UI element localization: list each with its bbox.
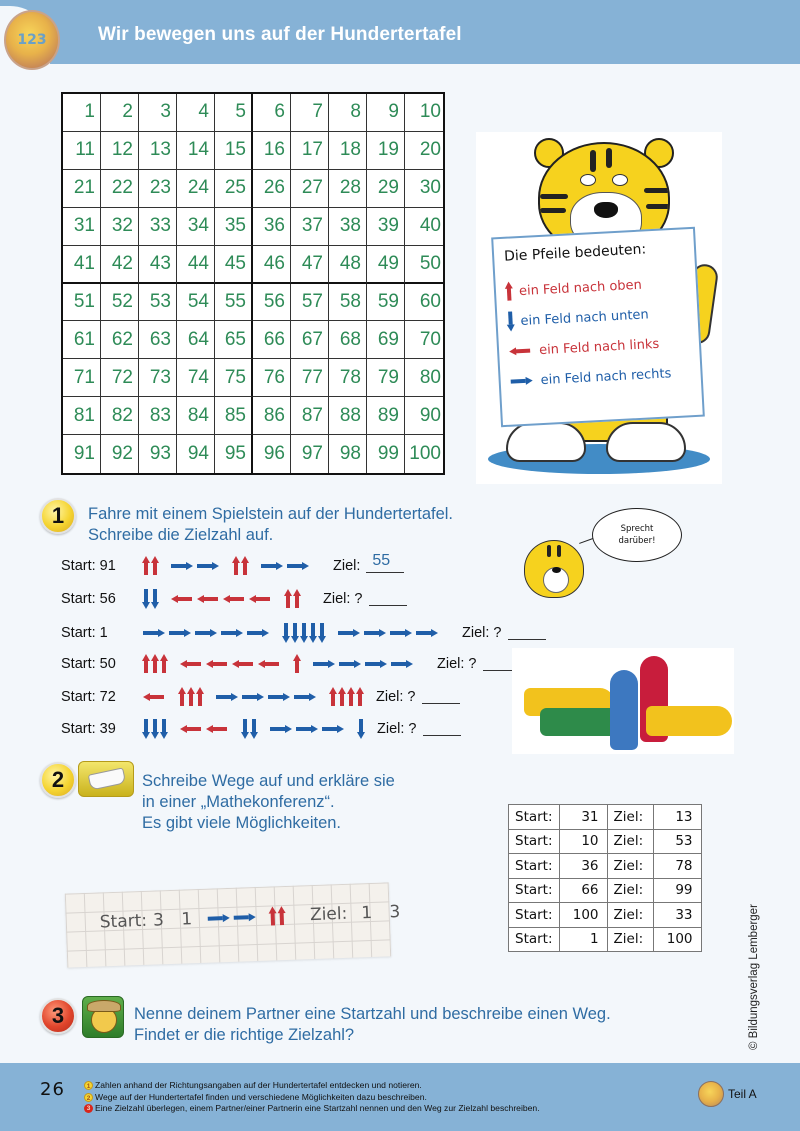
hundred-table-cell: 99: [367, 435, 405, 473]
hundred-table-cell: 23: [139, 170, 177, 208]
start-label: Start: 1: [61, 625, 108, 641]
hundred-table-cell: 44: [177, 246, 215, 284]
arrow-up-icon: [356, 687, 363, 707]
arrow-up-icon: [178, 687, 185, 707]
hundred-table-cell: 45: [215, 246, 253, 284]
ziel-label: Ziel:: [607, 927, 653, 952]
route-arrows: [141, 589, 301, 609]
example-graph-paper: [65, 882, 407, 967]
arrow-up-icon: [293, 654, 300, 674]
arrow-up-icon: [160, 654, 167, 674]
hundred-table-cell: 52: [101, 284, 139, 322]
yellow-piece-right: [646, 706, 732, 736]
hundred-table-cell: 2: [101, 94, 139, 132]
route-row: [61, 651, 521, 677]
yellow-number-dot-icon: 2: [84, 1093, 93, 1102]
hundred-table-cell: 34: [177, 208, 215, 246]
route-row: [61, 684, 460, 710]
hundred-table-cell: 64: [177, 321, 215, 359]
hundred-table-cell: 74: [177, 359, 215, 397]
hundred-table-cell: 40: [405, 208, 443, 246]
hundred-table-cell: 14: [177, 132, 215, 170]
arrow-right-icon: [197, 562, 219, 570]
table-row: [509, 829, 702, 854]
arrow-right-icon: [143, 629, 165, 637]
hundred-table-cell: 43: [139, 246, 177, 284]
start-label: Start:: [509, 878, 560, 903]
arrow-left-icon: [509, 347, 531, 356]
hundred-table-cell: 9: [367, 94, 405, 132]
arrow-left-icon: [258, 660, 280, 668]
start-value: 1: [559, 927, 607, 952]
arrow-left-icon: [249, 595, 271, 603]
task-2-line-1: Schreibe Wege auf und erkläre sie: [142, 772, 395, 790]
arrow-down-icon: [291, 623, 298, 643]
route-arrows: [141, 654, 415, 674]
start-value: 66: [559, 878, 607, 903]
arrow-right-icon: [221, 629, 243, 637]
hundred-table-cell: 7: [291, 94, 329, 132]
arrow-left-icon: [180, 725, 202, 733]
start-label: Start:: [509, 854, 560, 879]
teacher-note-3: [84, 1103, 540, 1115]
hundred-table-cell: 3: [139, 94, 177, 132]
task-1-instructions: [88, 504, 453, 546]
table-row: [509, 878, 702, 903]
arrow-right-icon: [268, 693, 290, 701]
hundred-table-cell: 38: [329, 208, 367, 246]
hundred-table-cell: 50: [405, 246, 443, 284]
hundred-table-cell: 77: [291, 359, 329, 397]
hundred-table-cell: 27: [291, 170, 329, 208]
task-1-line-1: Fahre mit einem Spielstein auf der Hundertertafel.: [88, 505, 454, 523]
ziel-value: 13: [653, 805, 701, 830]
ziel-value: 78: [653, 854, 701, 879]
hundred-table-cell: 17: [291, 132, 329, 170]
legend-sign: [491, 227, 705, 427]
hundred-table-cell: 37: [291, 208, 329, 246]
example-ziel-value: 1 3: [360, 901, 407, 924]
hundred-table-cell: 46: [253, 246, 291, 284]
hundred-table-cell: 91: [63, 435, 101, 473]
arrow-up-icon: [278, 906, 286, 926]
hundred-table-cell: 51: [63, 284, 101, 322]
hundred-table-cell: 62: [101, 321, 139, 359]
arrow-left-icon: [143, 693, 165, 701]
task-2-instructions: [142, 771, 395, 834]
hundred-table-cell: 13: [139, 132, 177, 170]
hundred-table-cell: 73: [139, 359, 177, 397]
arrow-left-icon: [232, 660, 254, 668]
hundred-table-cell: 69: [367, 321, 405, 359]
tiger-foot-left: [506, 422, 586, 462]
hundred-table-cell: 42: [101, 246, 139, 284]
arrow-right-icon: [365, 660, 387, 668]
start-label: Start: 39: [61, 721, 116, 737]
ziel-label: Ziel:: [607, 829, 653, 854]
arrow-right-icon: [511, 376, 533, 385]
task-3-line-2: Findet er die richtige Zielzahl?: [134, 1026, 355, 1044]
hundred-table-cell: 33: [139, 208, 177, 246]
start-value: 36: [559, 854, 607, 879]
arrow-right-icon: [247, 629, 269, 637]
hundred-table-cell: 20: [405, 132, 443, 170]
hundred-table-cell: 85: [215, 397, 253, 435]
hundred-table-cell: 93: [139, 435, 177, 473]
start-label: Start: 56: [61, 591, 116, 607]
game-pieces-illustration: [512, 648, 734, 754]
start-label: Start: 50: [61, 656, 116, 672]
arrow-right-icon: [294, 693, 316, 701]
hundred-table-cell: 4: [177, 94, 215, 132]
ziel-value: 53: [653, 829, 701, 854]
hundred-table-cell: 11: [63, 132, 101, 170]
task-3-badge: [40, 998, 76, 1034]
hundred-table-cell: 28: [329, 170, 367, 208]
hundred-table-cell: 59: [367, 284, 405, 322]
arrow-right-icon: [322, 725, 344, 733]
ziel-value: 100: [653, 927, 701, 952]
header-bar: [0, 0, 800, 64]
answer-field[interactable]: [423, 722, 461, 736]
hundred-table-cell: 79: [367, 359, 405, 397]
teacher-note-1: [84, 1080, 540, 1092]
hundred-table-cell: 97: [291, 435, 329, 473]
start-label: Start: 91: [61, 558, 116, 574]
arrow-right-icon: [216, 693, 238, 701]
hundred-table-cell: 72: [101, 359, 139, 397]
hundred-table-cell: 98: [329, 435, 367, 473]
arrow-up-icon: [347, 687, 354, 707]
start-value: 100: [559, 903, 607, 928]
arrow-down-icon: [151, 719, 158, 739]
arrow-left-icon: [180, 660, 202, 668]
arrow-down-icon: [241, 719, 248, 739]
answer-field[interactable]: [366, 552, 404, 573]
hundred-table-cell: 25: [215, 170, 253, 208]
hundred-table-cell: 5: [215, 94, 253, 132]
hundred-table-cell: 47: [291, 246, 329, 284]
hundred-table-cell: 63: [139, 321, 177, 359]
arrow-down-icon: [309, 623, 316, 643]
hundred-table-cell: 95: [215, 435, 253, 473]
hundred-table-cell: 86: [253, 397, 291, 435]
arrow-right-icon: [261, 562, 283, 570]
start-ziel-table: [508, 804, 702, 952]
start-label: Start:: [509, 829, 560, 854]
note-text: Eine Zielzahl überlegen, einem Partner/einer Partnerin eine Startzahl nennen und den Weg zur Zielzahl beschreiben.: [95, 1103, 540, 1113]
route-arrows: [141, 623, 440, 643]
hundred-table-cell: 29: [367, 170, 405, 208]
route-row: [61, 586, 407, 612]
route-arrows: [141, 687, 364, 707]
hundred-table-cell: 57: [291, 284, 329, 322]
table-row: [509, 854, 702, 879]
hundred-table-cell: 39: [367, 208, 405, 246]
arrow-right-icon: [296, 725, 318, 733]
arrow-up-icon: [151, 654, 158, 674]
teacher-notes: [84, 1080, 540, 1115]
arrow-left-icon: [206, 660, 228, 668]
legend-label: ein Feld nach rechts: [540, 365, 672, 388]
task-number: 1: [51, 503, 65, 528]
arrow-right-icon: [338, 629, 360, 637]
thinking-tiger-illustration: [524, 540, 584, 598]
hundred-table-cell: 53: [139, 284, 177, 322]
task-2-badge: [40, 762, 76, 798]
hundred-table-cell: 70: [405, 321, 443, 359]
hundred-table-cell: 1: [63, 94, 101, 132]
arrow-left-icon: [223, 595, 245, 603]
hundred-table-cell: 80: [405, 359, 443, 397]
start-value: 31: [559, 805, 607, 830]
task-2-line-3: Es gibt viele Möglichkeiten.: [142, 814, 342, 832]
arrow-down-icon: [318, 623, 325, 643]
hundred-table-cell: 75: [215, 359, 253, 397]
hundred-table-cell: 76: [253, 359, 291, 397]
ziel-label: Ziel:: [607, 878, 653, 903]
hundred-table-cell: 16: [253, 132, 291, 170]
hundred-table-cell: 15: [215, 132, 253, 170]
teacher-note-2: [84, 1092, 540, 1104]
hundred-table-cell: 87: [291, 397, 329, 435]
answer-field[interactable]: [508, 626, 546, 640]
logo-text: 123: [17, 32, 47, 48]
route-row: [61, 620, 546, 646]
blue-piece: [610, 670, 638, 750]
arrow-right-icon: [270, 725, 292, 733]
task-2-line-2: in einer „Mathekonferenz“.: [142, 793, 335, 811]
hundred-table-cell: 58: [329, 284, 367, 322]
start-value: 10: [559, 829, 607, 854]
ziel-label: Ziel:: [333, 558, 361, 574]
hundred-table-cell: 19: [367, 132, 405, 170]
arrow-left-icon: [206, 725, 228, 733]
start-label: Start:: [509, 927, 560, 952]
answer-field[interactable]: [422, 690, 460, 704]
hundred-table-cell: 65: [215, 321, 253, 359]
ziel-label: Ziel: ?: [437, 656, 477, 672]
arrow-right-icon: [339, 660, 361, 668]
arrow-right-icon: [242, 693, 264, 701]
note-text: Zahlen anhand der Richtungsangaben auf der Hundertertafel entdecken und notieren.: [95, 1080, 422, 1090]
hundred-table-cell: 26: [253, 170, 291, 208]
hundred-table-cell: 12: [101, 132, 139, 170]
hundred-table: [61, 92, 445, 475]
example-route: [99, 902, 406, 933]
hundred-table-cell: 71: [63, 359, 101, 397]
start-label: Start: 72: [61, 689, 116, 705]
example-start-value: 3 1: [152, 909, 199, 931]
hundred-table-cell: 67: [291, 321, 329, 359]
speech-bubble-line-1: Sprecht: [620, 524, 654, 534]
red-number-dot-icon: 3: [84, 1104, 93, 1113]
arrow-up-icon: [329, 687, 336, 707]
hundred-table-cell: 36: [253, 208, 291, 246]
ziel-value: 33: [653, 903, 701, 928]
arrow-right-icon: [169, 629, 191, 637]
arrow-down-icon: [300, 623, 307, 643]
speech-bubble: [592, 508, 682, 562]
arrow-left-icon: [171, 595, 193, 603]
route-row: [61, 553, 404, 579]
task-1-badge: [40, 498, 76, 534]
hundred-table-cell: 92: [101, 435, 139, 473]
tiger-foot-right: [606, 422, 686, 462]
hundred-table-cell: 22: [101, 170, 139, 208]
hundred-table-cell: 83: [139, 397, 177, 435]
arrow-up-icon: [338, 687, 345, 707]
copyright-notice: © Bildungsverlag Lemberger: [748, 904, 760, 1050]
arrow-right-icon: [391, 660, 413, 668]
route-row: [61, 716, 461, 742]
page-title: Wir bewegen uns auf der Hundertertafel: [98, 24, 462, 45]
footer-bar: [0, 1063, 800, 1131]
yellow-number-dot-icon: 1: [84, 1081, 93, 1090]
arrow-down-icon: [357, 719, 364, 739]
arrow-left-icon: [197, 595, 219, 603]
hundred-table-cell: 89: [367, 397, 405, 435]
hundred-table-cell: 100: [409, 443, 441, 465]
arrow-up-icon: [142, 556, 149, 576]
example-ziel-label: Ziel:: [309, 903, 348, 926]
hundred-table-cell: 61: [63, 321, 101, 359]
arrow-down-icon: [506, 311, 514, 331]
arrow-down-icon: [282, 623, 289, 643]
ziel-label: Ziel: ?: [377, 721, 417, 737]
table-row: [509, 927, 702, 952]
page-number: 26: [40, 1079, 65, 1100]
partner-tiger-icon: [82, 996, 124, 1038]
hundred-table-cell: 6: [253, 94, 291, 132]
hundred-table-cell: 10: [405, 94, 443, 132]
hundred-table-cell: 55: [215, 284, 253, 322]
book-icon: [78, 761, 134, 797]
ziel-label: Ziel:: [607, 903, 653, 928]
task-1-line-2: Schreibe die Zielzahl auf.: [88, 526, 274, 544]
route-arrows: [141, 719, 365, 739]
arrow-up-icon: [269, 906, 277, 926]
hundred-table-cell: 90: [405, 397, 443, 435]
route-arrows: [141, 556, 311, 576]
hundred-table-cell: 94: [177, 435, 215, 473]
task-3-instructions: [134, 1004, 611, 1046]
hundred-table-cell: 35: [215, 208, 253, 246]
arrow-down-icon: [160, 719, 167, 739]
arrow-right-icon: [208, 914, 230, 923]
arrow-right-icon: [287, 562, 309, 570]
arrow-right-icon: [364, 629, 386, 637]
hundred-table-cell: 88: [329, 397, 367, 435]
hundred-table-cell: 84: [177, 397, 215, 435]
hundred-table-cell: 18: [329, 132, 367, 170]
arrow-up-icon: [151, 556, 158, 576]
arrow-down-icon: [151, 589, 158, 609]
arrow-right-icon: [313, 660, 335, 668]
table-row: [509, 805, 702, 830]
hundred-table-cell: 82: [101, 397, 139, 435]
tiger-legend-illustration: [476, 132, 722, 484]
arrow-up-icon: [196, 687, 203, 707]
arrow-right-icon: [171, 562, 193, 570]
arrow-up-icon: [187, 687, 194, 707]
part-indicator: [698, 1081, 757, 1107]
hundred-table-cell: 56: [253, 284, 291, 322]
hundred-table-cell: 30: [405, 170, 443, 208]
arrow-up-icon: [142, 654, 149, 674]
hundred-table-cell: 96: [253, 435, 291, 473]
arrow-down-icon: [142, 589, 149, 609]
ziel-label: Ziel: ?: [462, 625, 502, 641]
legend-label: ein Feld nach oben: [518, 277, 643, 299]
tiger-123-logo-icon: [4, 10, 60, 70]
answer-value: 55: [372, 552, 391, 569]
example-start-label: Start:: [99, 910, 148, 933]
hundred-table-cell: 68: [329, 321, 367, 359]
hundred-table-cell: 8: [329, 94, 367, 132]
arrow-right-icon: [416, 629, 438, 637]
arrow-down-icon: [142, 719, 149, 739]
part-label: Teil A: [728, 1087, 757, 1101]
hundred-table-cell: 32: [101, 208, 139, 246]
ziel-value: 99: [653, 878, 701, 903]
legend-label: ein Feld nach links: [538, 336, 660, 358]
hundred-table-cell: 31: [63, 208, 101, 246]
arrow-up-icon: [232, 556, 239, 576]
table-row: [509, 903, 702, 928]
hundred-table-cell: 81: [63, 397, 101, 435]
ziel-label: Ziel:: [607, 854, 653, 879]
note-text: Wege auf der Hundertertafel finden und verschiedene Möglichkeiten dazu beschreiben.: [95, 1091, 427, 1102]
ziel-label: Ziel: ?: [376, 689, 416, 705]
legend-label: ein Feld nach unten: [520, 306, 650, 329]
arrow-up-icon: [505, 281, 513, 301]
hundred-table-cell: 49: [367, 246, 405, 284]
arrow-right-icon: [195, 629, 217, 637]
start-label: Start:: [509, 903, 560, 928]
task-3-line-1: Nenne deinem Partner eine Startzahl und beschreibe einen Weg.: [134, 1005, 611, 1023]
hundred-table-cell: 21: [63, 170, 101, 208]
arrow-up-icon: [293, 589, 300, 609]
task-number: 2: [51, 767, 65, 792]
arrow-up-icon: [241, 556, 248, 576]
hundred-table-cell: 60: [405, 284, 443, 322]
task-number: 3: [51, 1003, 65, 1028]
tiger-logo-icon: [698, 1081, 724, 1107]
speech-bubble-line-2: darüber!: [618, 536, 656, 546]
hundred-table-cell: 48: [329, 246, 367, 284]
arrow-down-icon: [250, 719, 257, 739]
arrow-right-icon: [390, 629, 412, 637]
answer-field[interactable]: [369, 592, 407, 606]
hundred-table-cell: 78: [329, 359, 367, 397]
ziel-label: Ziel: ?: [323, 591, 363, 607]
arrow-up-icon: [284, 589, 291, 609]
hundred-table-cell: 54: [177, 284, 215, 322]
hundred-table-cell: 41: [63, 246, 101, 284]
legend-title: Die Pfeile bedeuten:: [503, 241, 647, 265]
hundred-table-cell: 66: [253, 321, 291, 359]
start-label: Start:: [509, 805, 560, 830]
ziel-label: Ziel:: [607, 805, 653, 830]
arrow-right-icon: [234, 913, 256, 922]
hundred-table-cell: 24: [177, 170, 215, 208]
